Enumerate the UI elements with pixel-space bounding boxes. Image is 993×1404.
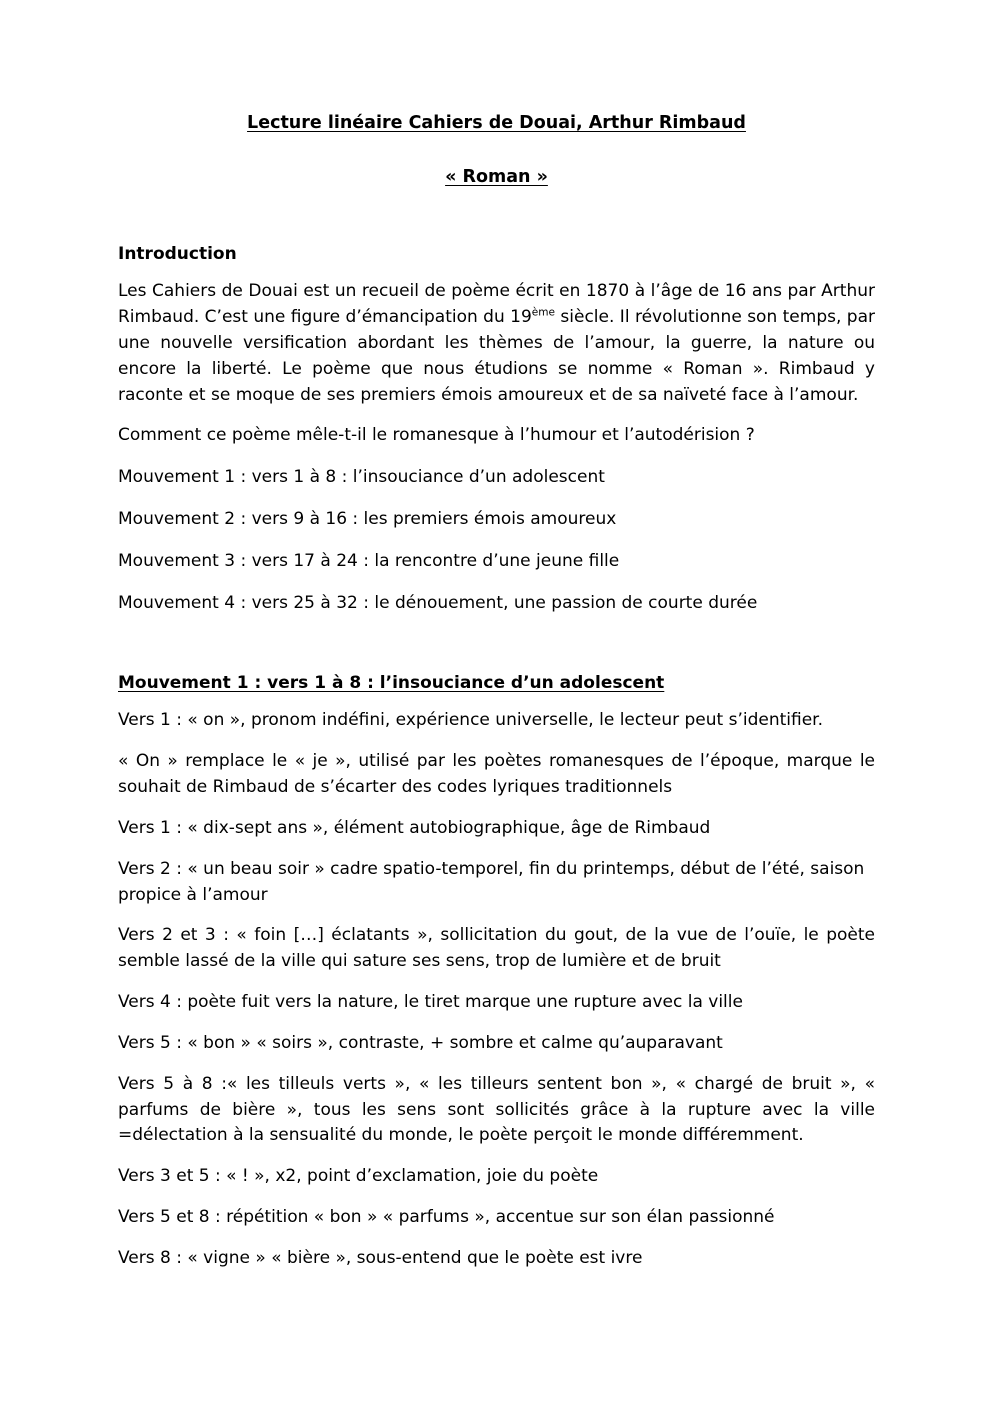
introduction-paragraph bbox=[118, 266, 875, 408]
mouvement-list-item: Mouvement 1 : vers 1 à 8 : l’insouciance d’un adolescent bbox=[118, 467, 605, 488]
ordinal-superscript: ème bbox=[531, 306, 556, 319]
introduction-paragraph-part1: Les Cahiers de Douai est un recueil de poème écrit en 1870 à l’âge de 16 ans par Arthur Rimbaud. C’est une figure d’émancipation du 19 bbox=[118, 281, 875, 328]
title-block bbox=[118, 0, 875, 189]
analysis-paragraph: Vers 5 à 8 :« les tilleuls verts », « les tilleurs sentent bon », « chargé de bruit », « parfums de bière », tous les sens sont sollicités grâce à la rupture avec la ville =délectation à la sensualité du monde, le poète perçoit le monde différemment. bbox=[118, 1073, 875, 1146]
document-title: Lecture linéaire Cahiers de Douai, Arthur Rimbaud bbox=[247, 113, 746, 133]
mouvement-list-item: Mouvement 2 : vers 9 à 16 : les premiers émois amoureux bbox=[118, 508, 617, 529]
analysis-paragraph: Vers 1 : « dix-sept ans », élément autobiographique, âge de Rimbaud bbox=[118, 817, 711, 838]
analysis-paragraph: Vers 5 : « bon » « soirs », contraste, + sombre et calme qu’auparavant bbox=[118, 1032, 723, 1053]
introduction-heading: Introduction bbox=[118, 244, 237, 265]
mouvements-list bbox=[118, 449, 875, 616]
analysis-paragraph: Vers 5 et 8 : répétition « bon » « parfums », accentue sur son élan passionné bbox=[118, 1207, 775, 1227]
mouvement-1-heading: Mouvement 1 : vers 1 à 8 : l’insouciance d’un adolescent bbox=[118, 673, 665, 694]
analysis-paragraph: Vers 1 : « on », pronom indéfini, expérience universelle, le lecteur peut s’identifier. bbox=[118, 710, 824, 731]
analysis-paragraph: Vers 4 : poète fuit vers la nature, le tiret marque une rupture avec la ville bbox=[118, 992, 743, 1013]
mouvement-1-section bbox=[118, 616, 875, 1271]
introduction-section bbox=[118, 189, 875, 616]
problematique: Comment ce poème mêle-t-il le romanesque à l’humour et l’autodérision ? bbox=[118, 425, 755, 446]
analysis-paragraph: Vers 2 : « un beau soir » cadre spatio-temporel, fin du printemps, début de l’été, saison propice à l’amour bbox=[118, 858, 865, 905]
mouvement-list-item: Mouvement 3 : vers 17 à 24 : la rencontre d’une jeune fille bbox=[118, 550, 620, 571]
analysis-paragraph: Vers 8 : « vigne » « bière », sous-entend que le poète est ivre bbox=[118, 1247, 643, 1268]
introduction-paragraph-part2: siècle. Il révolutionne son temps, par une nouvelle versification abordant les thèmes de l’amour, la guerre, la nature ou encore la liberté. Le poème que nous étudions se nomme « Roman ». Rimbaud y raconte et se moque de ses premiers émois amoureux et de sa naïveté face à l’amour. bbox=[118, 307, 875, 405]
analysis-paragraph: « On » remplace le « je », utilisé par les poètes romanesques de l’époque, marque le souhait de Rimbaud de s’écarter des codes lyriques traditionnels bbox=[118, 751, 875, 798]
analysis-paragraph: Vers 2 et 3 : « foin […] éclatants », sollicitation du gout, de la vue de l’ouïe, le poète semble lassé de la ville qui sature ses sens, trop de lumière et de bruit bbox=[118, 925, 875, 972]
document-content bbox=[118, 0, 875, 1272]
document-subtitle: « Roman » bbox=[445, 166, 548, 187]
analysis-paragraph: Vers 3 et 5 : « ! », x2, point d’exclamation, joie du poète bbox=[118, 1166, 599, 1187]
mouvement-list-item: Mouvement 4 : vers 25 à 32 : le dénouement, une passion de courte durée bbox=[118, 592, 758, 613]
